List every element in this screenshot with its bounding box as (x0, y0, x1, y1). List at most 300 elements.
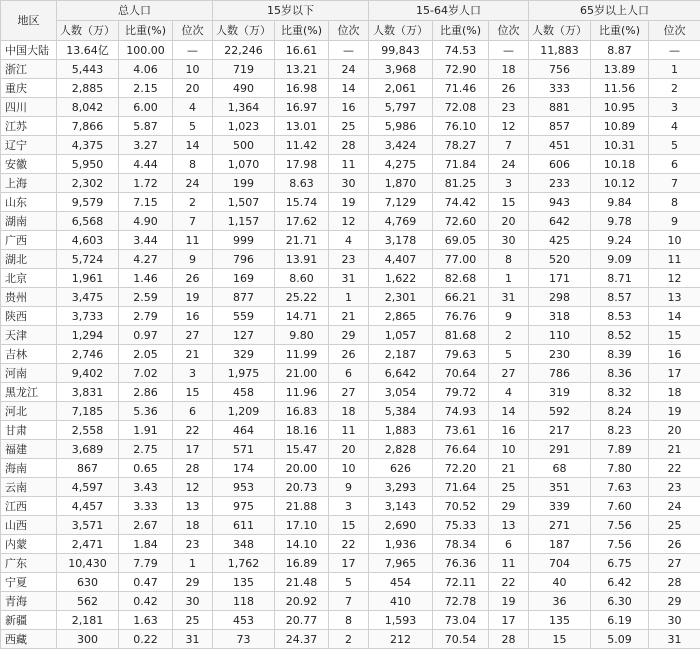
age15to64-share-cell: 74.53 (433, 41, 489, 60)
table-row (1, 269, 700, 288)
under15-count-cell: 174 (213, 459, 275, 478)
total-share-cell: 2.05 (119, 345, 173, 364)
under15-rank-cell: 11 (329, 421, 369, 440)
age15to64-share-cell: 72.78 (433, 592, 489, 611)
over65-count-cell: 271 (529, 516, 591, 535)
region-cell: 宁夏 (1, 573, 57, 592)
total-count-cell: 7,185 (57, 402, 119, 421)
under15-count-cell: 453 (213, 611, 275, 630)
age15to64-share-cell: 69.05 (433, 231, 489, 250)
total-count-cell: 2,746 (57, 345, 119, 364)
over65-share-cell: 11.56 (591, 79, 649, 98)
total-share-cell: 0.47 (119, 573, 173, 592)
age15to64-count-cell: 2,301 (369, 288, 433, 307)
over65-rank-cell: 17 (649, 364, 700, 383)
under15-count-cell: 1,209 (213, 402, 275, 421)
age15to64-share-cell: 72.60 (433, 212, 489, 231)
age15to64-rank-cell: 15 (489, 193, 529, 212)
under15-share-cell: 21.71 (275, 231, 329, 250)
over65-rank-cell: 30 (649, 611, 700, 630)
region-cell: 青海 (1, 592, 57, 611)
header-region: 地区 (1, 1, 57, 41)
over65-share-cell: 8.52 (591, 326, 649, 345)
age15to64-share-cell: 72.11 (433, 573, 489, 592)
age15to64-count-cell: 212 (369, 630, 433, 649)
over65-rank-cell: 6 (649, 155, 700, 174)
age15to64-count-cell: 1,936 (369, 535, 433, 554)
region-cell: 天津 (1, 326, 57, 345)
over65-count-cell: 339 (529, 497, 591, 516)
under15-share-cell: 25.22 (275, 288, 329, 307)
total-count-cell: 300 (57, 630, 119, 649)
under15-rank-cell: 19 (329, 193, 369, 212)
age15to64-count-cell: 3,143 (369, 497, 433, 516)
total-rank-cell: 23 (173, 535, 213, 554)
under15-count-cell: 571 (213, 440, 275, 459)
under15-rank-cell: 31 (329, 269, 369, 288)
age15to64-share-cell: 81.68 (433, 326, 489, 345)
total-count-cell: 5,724 (57, 250, 119, 269)
table-row (1, 592, 700, 611)
age15to64-share-cell: 66.21 (433, 288, 489, 307)
header-count: 人数（万） (369, 21, 433, 41)
total-rank-cell: 11 (173, 231, 213, 250)
age15to64-rank-cell: 8 (489, 250, 529, 269)
under15-count-cell: 877 (213, 288, 275, 307)
total-count-cell: 1,294 (57, 326, 119, 345)
under15-rank-cell: 9 (329, 478, 369, 497)
header-share: 比重(%) (275, 21, 329, 41)
under15-rank-cell: 27 (329, 383, 369, 402)
under15-count-cell: 490 (213, 79, 275, 98)
under15-rank-cell: 12 (329, 212, 369, 231)
over65-share-cell: 8.23 (591, 421, 649, 440)
under15-share-cell: 11.99 (275, 345, 329, 364)
under15-count-cell: 135 (213, 573, 275, 592)
total-share-cell: 2.67 (119, 516, 173, 535)
under15-rank-cell: 15 (329, 516, 369, 535)
under15-count-cell: 1,157 (213, 212, 275, 231)
under15-share-cell: 13.01 (275, 117, 329, 136)
region-cell: 安徽 (1, 155, 57, 174)
total-count-cell: 867 (57, 459, 119, 478)
over65-rank-cell: 22 (649, 459, 700, 478)
over65-count-cell: 217 (529, 421, 591, 440)
over65-share-cell: 10.18 (591, 155, 649, 174)
under15-count-cell: 500 (213, 136, 275, 155)
under15-rank-cell: 29 (329, 326, 369, 345)
over65-share-cell: 10.31 (591, 136, 649, 155)
total-count-cell: 2,302 (57, 174, 119, 193)
table-row (1, 497, 700, 516)
header-rank: 位次 (489, 21, 529, 41)
under15-share-cell: 18.16 (275, 421, 329, 440)
table-row (1, 231, 700, 250)
total-count-cell: 3,831 (57, 383, 119, 402)
under15-count-cell: 719 (213, 60, 275, 79)
under15-count-cell: 127 (213, 326, 275, 345)
total-share-cell: 0.97 (119, 326, 173, 345)
over65-share-cell: 8.57 (591, 288, 649, 307)
over65-count-cell: 318 (529, 307, 591, 326)
total-count-cell: 2,181 (57, 611, 119, 630)
over65-count-cell: 857 (529, 117, 591, 136)
table-row (1, 630, 700, 649)
over65-rank-cell: 13 (649, 288, 700, 307)
age15to64-share-cell: 81.25 (433, 174, 489, 193)
age15to64-share-cell: 78.34 (433, 535, 489, 554)
region-cell: 云南 (1, 478, 57, 497)
over65-share-cell: 6.42 (591, 573, 649, 592)
age15to64-count-cell: 6,642 (369, 364, 433, 383)
over65-share-cell: 8.53 (591, 307, 649, 326)
age15to64-count-cell: 4,275 (369, 155, 433, 174)
under15-share-cell: 13.91 (275, 250, 329, 269)
under15-count-cell: 118 (213, 592, 275, 611)
age15to64-rank-cell: 23 (489, 98, 529, 117)
header-group-total: 总人口 (57, 1, 213, 21)
total-rank-cell: 8 (173, 155, 213, 174)
over65-rank-cell: 3 (649, 98, 700, 117)
under15-share-cell: 20.77 (275, 611, 329, 630)
over65-share-cell: 7.56 (591, 516, 649, 535)
age15to64-count-cell: 7,965 (369, 554, 433, 573)
table-row (1, 174, 700, 193)
total-rank-cell: 1 (173, 554, 213, 573)
over65-count-cell: 110 (529, 326, 591, 345)
age15to64-rank-cell: 16 (489, 421, 529, 440)
total-share-cell: 1.84 (119, 535, 173, 554)
under15-rank-cell: 2 (329, 630, 369, 649)
age15to64-rank-cell: 4 (489, 383, 529, 402)
total-share-cell: 3.33 (119, 497, 173, 516)
over65-rank-cell: 24 (649, 497, 700, 516)
under15-rank-cell: 30 (329, 174, 369, 193)
age15to64-rank-cell: 25 (489, 478, 529, 497)
over65-count-cell: 233 (529, 174, 591, 193)
region-cell: 江苏 (1, 117, 57, 136)
over65-rank-cell: — (649, 41, 700, 60)
under15-rank-cell: 20 (329, 440, 369, 459)
table-row (1, 440, 700, 459)
over65-share-cell: 8.32 (591, 383, 649, 402)
region-cell: 河北 (1, 402, 57, 421)
age15to64-rank-cell: 20 (489, 212, 529, 231)
total-rank-cell: — (173, 41, 213, 60)
age15to64-share-cell: 74.42 (433, 193, 489, 212)
age15to64-count-cell: 2,690 (369, 516, 433, 535)
total-share-cell: 1.46 (119, 269, 173, 288)
under15-share-cell: 15.74 (275, 193, 329, 212)
region-cell: 湖北 (1, 250, 57, 269)
over65-share-cell: 7.80 (591, 459, 649, 478)
table-row (1, 535, 700, 554)
over65-count-cell: 171 (529, 269, 591, 288)
over65-rank-cell: 21 (649, 440, 700, 459)
under15-rank-cell: 22 (329, 535, 369, 554)
region-cell: 贵州 (1, 288, 57, 307)
age15to64-count-cell: 3,293 (369, 478, 433, 497)
age15to64-count-cell: 626 (369, 459, 433, 478)
age15to64-count-cell: 3,968 (369, 60, 433, 79)
over65-rank-cell: 31 (649, 630, 700, 649)
under15-rank-cell: 18 (329, 402, 369, 421)
under15-share-cell: 16.61 (275, 41, 329, 60)
age15to64-count-cell: 1,622 (369, 269, 433, 288)
under15-rank-cell: 17 (329, 554, 369, 573)
age15to64-share-cell: 79.72 (433, 383, 489, 402)
table-row (1, 212, 700, 231)
table-row (1, 478, 700, 497)
under15-rank-cell: 23 (329, 250, 369, 269)
region-cell: 黑龙江 (1, 383, 57, 402)
under15-share-cell: 17.10 (275, 516, 329, 535)
under15-share-cell: 20.73 (275, 478, 329, 497)
total-rank-cell: 19 (173, 288, 213, 307)
total-share-cell: 4.44 (119, 155, 173, 174)
table-row (1, 250, 700, 269)
total-count-cell: 5,950 (57, 155, 119, 174)
header-group-15-64: 15-64岁人口 (369, 1, 529, 21)
age15to64-count-cell: 4,407 (369, 250, 433, 269)
table-row (1, 79, 700, 98)
under15-count-cell: 22,246 (213, 41, 275, 60)
total-share-cell: 0.22 (119, 630, 173, 649)
region-cell: 甘肃 (1, 421, 57, 440)
age15to64-share-cell: 71.84 (433, 155, 489, 174)
total-share-cell: 2.75 (119, 440, 173, 459)
age15to64-rank-cell: 7 (489, 136, 529, 155)
under15-rank-cell: 8 (329, 611, 369, 630)
region-cell: 山东 (1, 193, 57, 212)
total-rank-cell: 7 (173, 212, 213, 231)
age15to64-rank-cell: 5 (489, 345, 529, 364)
age15to64-count-cell: 2,061 (369, 79, 433, 98)
total-rank-cell: 14 (173, 136, 213, 155)
over65-rank-cell: 16 (649, 345, 700, 364)
total-share-cell: 1.63 (119, 611, 173, 630)
over65-rank-cell: 18 (649, 383, 700, 402)
total-count-cell: 5,443 (57, 60, 119, 79)
age15to64-count-cell: 2,828 (369, 440, 433, 459)
total-share-cell: 100.00 (119, 41, 173, 60)
table-row (1, 611, 700, 630)
age15to64-count-cell: 1,057 (369, 326, 433, 345)
header-group-65-plus: 65岁以上人口 (529, 1, 700, 21)
over65-share-cell: 8.87 (591, 41, 649, 60)
over65-rank-cell: 28 (649, 573, 700, 592)
total-rank-cell: 5 (173, 117, 213, 136)
age15to64-share-cell: 70.54 (433, 630, 489, 649)
total-count-cell: 6,568 (57, 212, 119, 231)
total-count-cell: 3,571 (57, 516, 119, 535)
over65-share-cell: 6.30 (591, 592, 649, 611)
under15-share-cell: 15.47 (275, 440, 329, 459)
total-rank-cell: 2 (173, 193, 213, 212)
under15-count-cell: 1,762 (213, 554, 275, 573)
header-share: 比重(%) (591, 21, 649, 41)
age15to64-count-cell: 5,384 (369, 402, 433, 421)
region-cell: 江西 (1, 497, 57, 516)
under15-count-cell: 796 (213, 250, 275, 269)
under15-rank-cell: 6 (329, 364, 369, 383)
table-row (1, 60, 700, 79)
age15to64-share-cell: 72.90 (433, 60, 489, 79)
total-rank-cell: 12 (173, 478, 213, 497)
total-share-cell: 5.87 (119, 117, 173, 136)
over65-share-cell: 9.84 (591, 193, 649, 212)
total-count-cell: 7,866 (57, 117, 119, 136)
region-cell: 中国大陆 (1, 41, 57, 60)
region-cell: 广东 (1, 554, 57, 573)
under15-rank-cell: 5 (329, 573, 369, 592)
total-count-cell: 3,475 (57, 288, 119, 307)
region-cell: 湖南 (1, 212, 57, 231)
total-rank-cell: 9 (173, 250, 213, 269)
age15to64-share-cell: 79.63 (433, 345, 489, 364)
over65-count-cell: 11,883 (529, 41, 591, 60)
under15-share-cell: 16.97 (275, 98, 329, 117)
age15to64-rank-cell: 27 (489, 364, 529, 383)
total-share-cell: 7.02 (119, 364, 173, 383)
under15-count-cell: 348 (213, 535, 275, 554)
over65-share-cell: 8.36 (591, 364, 649, 383)
total-count-cell: 13.64亿 (57, 41, 119, 60)
age15to64-rank-cell: 21 (489, 459, 529, 478)
over65-share-cell: 6.19 (591, 611, 649, 630)
age15to64-share-cell: 71.64 (433, 478, 489, 497)
table-row (1, 41, 700, 60)
over65-rank-cell: 23 (649, 478, 700, 497)
total-share-cell: 4.06 (119, 60, 173, 79)
total-rank-cell: 31 (173, 630, 213, 649)
age15to64-rank-cell: 24 (489, 155, 529, 174)
over65-rank-cell: 7 (649, 174, 700, 193)
table-row (1, 307, 700, 326)
over65-count-cell: 881 (529, 98, 591, 117)
age15to64-share-cell: 76.10 (433, 117, 489, 136)
over65-share-cell: 10.12 (591, 174, 649, 193)
total-rank-cell: 29 (173, 573, 213, 592)
header-count: 人数（万） (529, 21, 591, 41)
table-row (1, 554, 700, 573)
age15to64-count-cell: 2,865 (369, 307, 433, 326)
region-cell: 陕西 (1, 307, 57, 326)
total-rank-cell: 27 (173, 326, 213, 345)
region-cell: 北京 (1, 269, 57, 288)
total-share-cell: 3.43 (119, 478, 173, 497)
region-cell: 辽宁 (1, 136, 57, 155)
total-rank-cell: 15 (173, 383, 213, 402)
region-cell: 福建 (1, 440, 57, 459)
under15-share-cell: 24.37 (275, 630, 329, 649)
age15to64-share-cell: 76.76 (433, 307, 489, 326)
over65-rank-cell: 9 (649, 212, 700, 231)
under15-share-cell: 20.92 (275, 592, 329, 611)
table-row (1, 345, 700, 364)
under15-rank-cell: 10 (329, 459, 369, 478)
over65-rank-cell: 26 (649, 535, 700, 554)
age15to64-rank-cell: 17 (489, 611, 529, 630)
region-cell: 海南 (1, 459, 57, 478)
region-cell: 山西 (1, 516, 57, 535)
under15-count-cell: 999 (213, 231, 275, 250)
over65-rank-cell: 27 (649, 554, 700, 573)
over65-count-cell: 351 (529, 478, 591, 497)
table-row (1, 98, 700, 117)
total-share-cell: 2.15 (119, 79, 173, 98)
age15to64-rank-cell: 3 (489, 174, 529, 193)
age15to64-share-cell: 78.27 (433, 136, 489, 155)
age15to64-share-cell: 70.52 (433, 497, 489, 516)
age15to64-share-cell: 75.33 (433, 516, 489, 535)
table-row (1, 459, 700, 478)
total-rank-cell: 18 (173, 516, 213, 535)
total-count-cell: 4,457 (57, 497, 119, 516)
under15-rank-cell: — (329, 41, 369, 60)
age15to64-share-cell: 73.61 (433, 421, 489, 440)
age15to64-count-cell: 4,769 (369, 212, 433, 231)
header-count: 人数（万） (213, 21, 275, 41)
total-rank-cell: 25 (173, 611, 213, 630)
under15-rank-cell: 25 (329, 117, 369, 136)
over65-share-cell: 8.71 (591, 269, 649, 288)
under15-count-cell: 1,507 (213, 193, 275, 212)
total-share-cell: 4.27 (119, 250, 173, 269)
over65-share-cell: 5.09 (591, 630, 649, 649)
under15-rank-cell: 26 (329, 345, 369, 364)
total-share-cell: 2.59 (119, 288, 173, 307)
under15-rank-cell: 1 (329, 288, 369, 307)
under15-count-cell: 458 (213, 383, 275, 402)
total-share-cell: 3.44 (119, 231, 173, 250)
total-rank-cell: 17 (173, 440, 213, 459)
age15to64-count-cell: 1,870 (369, 174, 433, 193)
region-cell: 新疆 (1, 611, 57, 630)
age15to64-rank-cell: 18 (489, 60, 529, 79)
age15to64-rank-cell: 11 (489, 554, 529, 573)
table-row (1, 402, 700, 421)
over65-rank-cell: 8 (649, 193, 700, 212)
under15-share-cell: 9.80 (275, 326, 329, 345)
region-cell: 西藏 (1, 630, 57, 649)
over65-share-cell: 10.89 (591, 117, 649, 136)
age15to64-share-cell: 76.36 (433, 554, 489, 573)
total-share-cell: 2.86 (119, 383, 173, 402)
total-count-cell: 4,597 (57, 478, 119, 497)
header-share: 比重(%) (433, 21, 489, 41)
over65-count-cell: 704 (529, 554, 591, 573)
over65-count-cell: 40 (529, 573, 591, 592)
age15to64-count-cell: 2,187 (369, 345, 433, 364)
over65-count-cell: 756 (529, 60, 591, 79)
over65-count-cell: 425 (529, 231, 591, 250)
age15to64-rank-cell: — (489, 41, 529, 60)
under15-share-cell: 20.00 (275, 459, 329, 478)
under15-rank-cell: 4 (329, 231, 369, 250)
over65-share-cell: 7.63 (591, 478, 649, 497)
table-row (1, 383, 700, 402)
under15-rank-cell: 14 (329, 79, 369, 98)
total-count-cell: 9,579 (57, 193, 119, 212)
total-rank-cell: 10 (173, 60, 213, 79)
under15-count-cell: 329 (213, 345, 275, 364)
under15-share-cell: 13.21 (275, 60, 329, 79)
over65-rank-cell: 10 (649, 231, 700, 250)
under15-count-cell: 464 (213, 421, 275, 440)
under15-count-cell: 73 (213, 630, 275, 649)
table-row (1, 364, 700, 383)
